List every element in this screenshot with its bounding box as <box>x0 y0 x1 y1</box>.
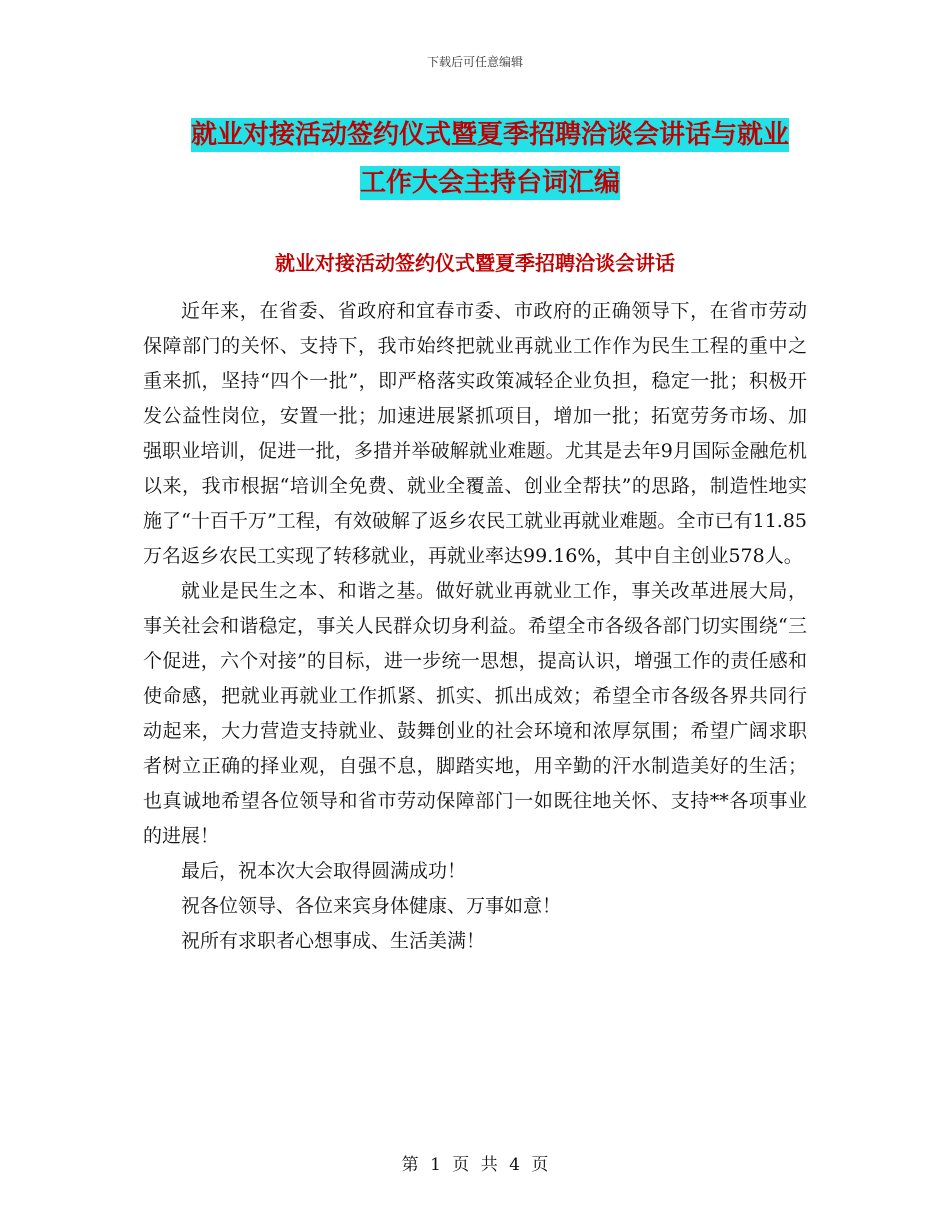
document-title <box>140 111 840 207</box>
document-title-line-1: 就业对接活动签约仪式暨夏季招聘洽谈会讲话与就业 <box>190 120 789 150</box>
paragraph: 祝所有求职者心想事成、生活美满！ <box>181 930 486 952</box>
document-title-line-2: 工作大会主持台词汇编 <box>359 168 620 198</box>
section-title: 就业对接活动签约仪式暨夏季招聘洽谈会讲话 <box>275 251 675 275</box>
page-indicator: 第 1 页 共 4 页 <box>401 1155 549 1175</box>
paragraph: 最后，祝本次大会取得圆满成功！ <box>181 860 467 882</box>
paragraph: 近年来，在省委、省政府和宜春市委、市政府的正确领导下，在省市劳动保障部门的关怀、支持下，我市始终把就业再就业工作作为民生工程的重中之重来抓，坚持“四个一批”，即严格落实政策减轻企业负担，稳定一批；积极开发公益性岗位，安置一批；加速进展紧抓项目，增加一批；拓宽劳务市场、加强职业培训，促进一批，多措并举破解就业难题。尤其是去年9月国际金融危机以来，我市根据“培训全免费、就业全覆盖、创业全帮扶”的思路，制造性地实施了“十百千万”工程，有效破解了返乡农民工就业再就业难题。全市已有11.85万名返乡农民工实现了转移就业，再就业率达99.16%，其中自主创业578人。 <box>143 300 807 567</box>
header-note: 下载后可任意编辑 <box>426 55 523 69</box>
paragraph: 祝各位领导、各位来宾身体健康、万事如意！ <box>181 895 562 917</box>
document-body <box>143 294 807 959</box>
paragraph: 就业是民生之本、和谐之基。做好就业再就业工作，事关改革进展大局，事关社会和谐稳定，事关人民群众切身利益。希望全市各级各部门切实围绕“三个促进，六个对接”的目标，进一步统一思想，提高认识，增强工作的责任感和使命感，把就业再就业工作抓紧、抓实、抓出成效；希望全市各级各界共同行动起来，大力营造支持就业、鼓舞创业的社会环境和浓厚氛围；希望广阔求职者树立正确的择业观，自强不息，脚踏实地，用辛勤的汗水制造美好的生活；也真诚地希望各位领导和省市劳动保障部门一如既往地关怀、支持**各项事业的进展！ <box>143 580 807 847</box>
